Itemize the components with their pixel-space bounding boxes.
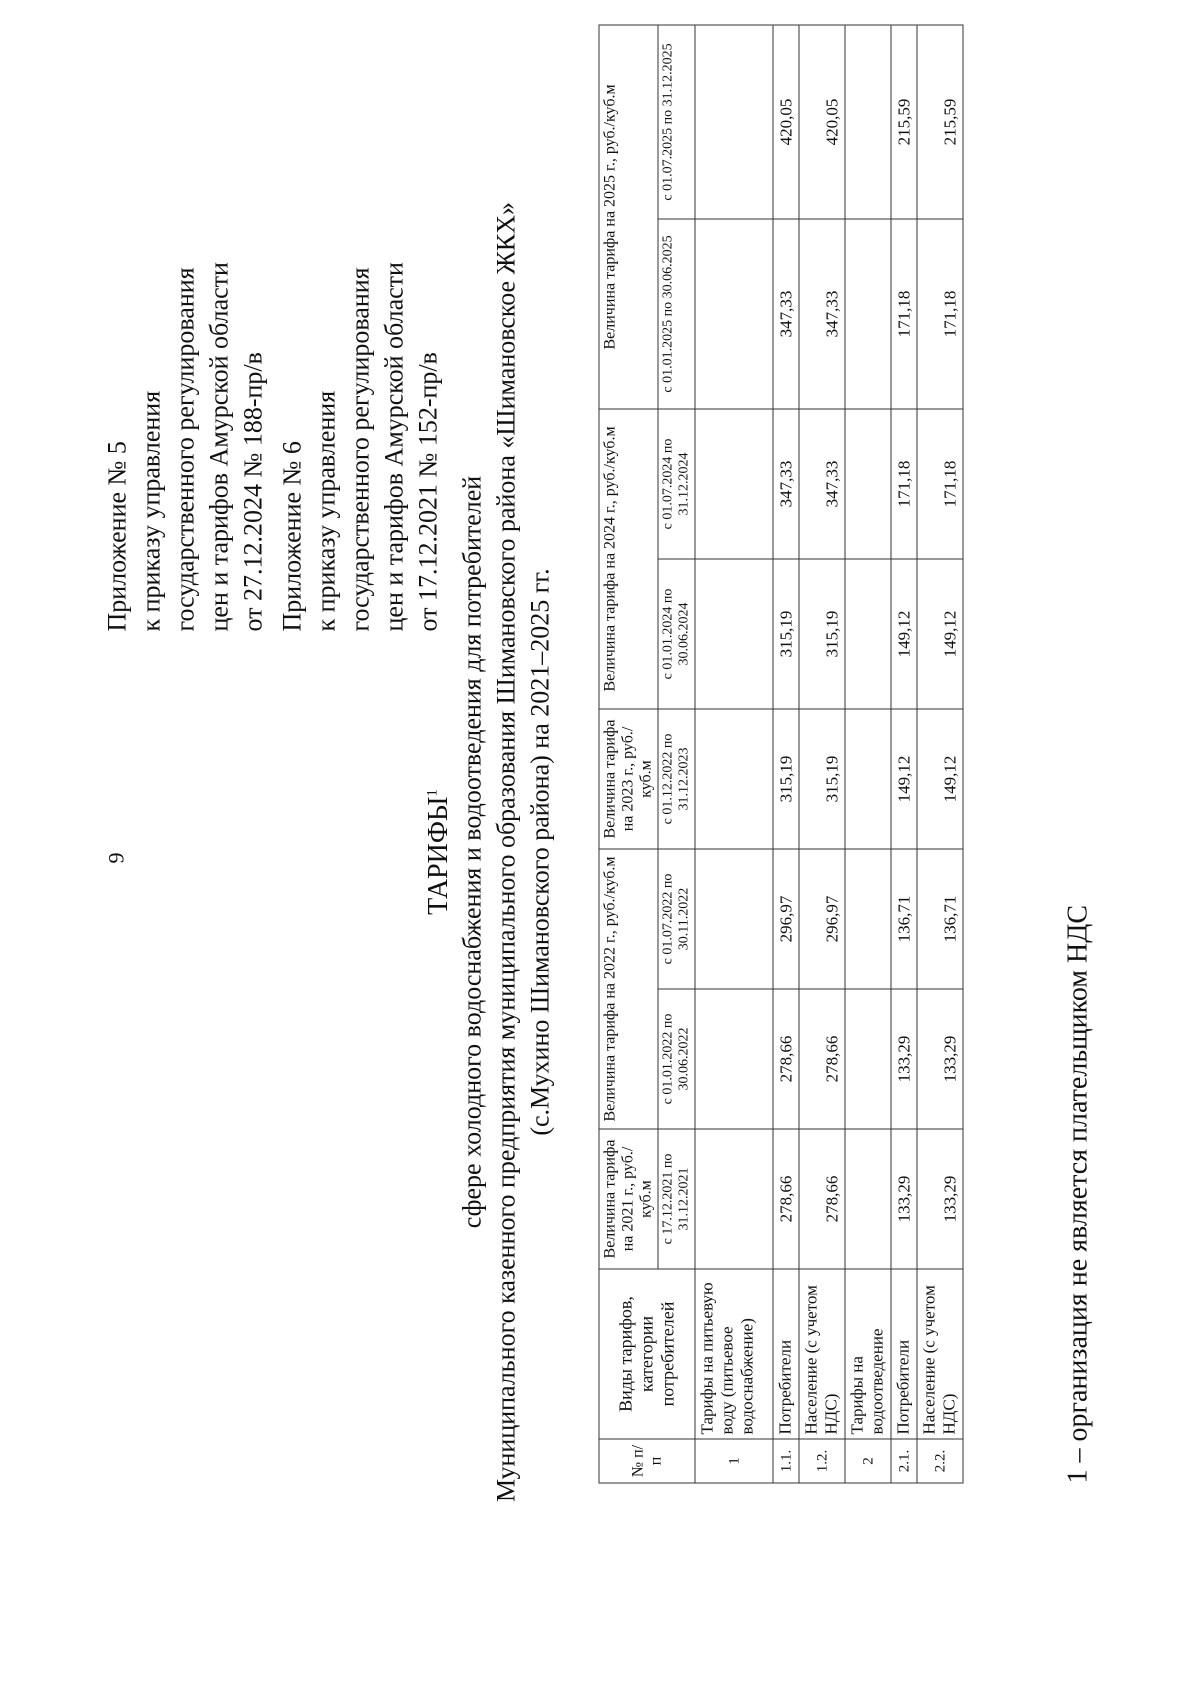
row-value xyxy=(695,218,773,408)
row-value: 420,05 xyxy=(799,24,845,218)
annex-5-line: цен и тарифов Амурской области xyxy=(204,261,233,631)
period-header: с 01.07.2024 по 31.12.2024 xyxy=(658,408,695,558)
table-row xyxy=(845,24,891,1482)
row-value: 149,12 xyxy=(917,558,963,708)
row-num: 1.2. xyxy=(799,1439,845,1483)
header-kind: Виды тарифов, категории потребителей xyxy=(599,1269,695,1439)
annex-5-line: к приказу управления xyxy=(136,390,165,631)
annex-5-block xyxy=(100,262,270,631)
row-value: 278,66 xyxy=(773,989,799,1129)
row-value xyxy=(845,708,891,848)
row-value: 315,19 xyxy=(773,558,799,708)
header-2021: Величина тарифа на 2021 г., руб./куб.м xyxy=(599,1129,658,1269)
row-value: 136,71 xyxy=(891,848,917,988)
row-value xyxy=(845,1129,891,1269)
row-num: 1.1. xyxy=(773,1439,799,1483)
annex-6-line: Приложение № 6 xyxy=(277,440,306,631)
period-header: с 01.07.2022 по 30.11.2022 xyxy=(658,848,695,988)
row-name: Тарифы на питьевую воду (питьевое водоснабжение) xyxy=(695,1269,773,1439)
row-value xyxy=(695,989,773,1129)
row-value: 278,66 xyxy=(799,1129,845,1269)
row-value xyxy=(695,24,773,218)
row-value: 171,18 xyxy=(917,408,963,558)
document-title xyxy=(415,0,455,1703)
row-value: 347,33 xyxy=(799,218,845,408)
period-header: с 01.01.2025 по 30.06.2025 xyxy=(658,218,695,408)
annex-5-line: от 27.12.2024 № 188-пр/в xyxy=(238,351,267,631)
table-header-row xyxy=(599,24,658,1482)
title-footnote-mark: 1 xyxy=(424,788,440,797)
row-value xyxy=(845,558,891,708)
row-num: 2.1. xyxy=(891,1439,917,1483)
row-value xyxy=(845,989,891,1129)
header-2022: Величина тарифа на 2022 г., руб./куб.м xyxy=(599,848,658,1128)
page-number: 9 xyxy=(103,852,128,863)
row-value: 215,59 xyxy=(891,24,917,218)
row-value: 315,19 xyxy=(773,708,799,848)
table-row xyxy=(773,24,799,1482)
row-value: 420,05 xyxy=(773,24,799,218)
row-value: 278,66 xyxy=(799,989,845,1129)
row-value xyxy=(845,408,891,558)
annex-6-line: к приказу управления xyxy=(311,390,340,631)
table-period-row xyxy=(658,24,695,1482)
row-value: 136,71 xyxy=(917,848,963,988)
row-value: 296,97 xyxy=(773,848,799,988)
row-num: 1 xyxy=(695,1439,773,1483)
row-value: 133,29 xyxy=(891,989,917,1129)
table-row xyxy=(695,24,773,1482)
row-name: Тарифы на водоотведение xyxy=(845,1269,891,1439)
annex-6-line: государственного регулирования xyxy=(345,266,374,631)
row-value: 315,19 xyxy=(799,708,845,848)
row-value: 347,33 xyxy=(773,218,799,408)
row-value: 171,18 xyxy=(891,408,917,558)
period-header: с 01.12.2022 по 31.12.2023 xyxy=(658,708,695,848)
annex-6-line: цен и тарифов Амурской области xyxy=(379,261,408,631)
row-value: 171,18 xyxy=(917,218,963,408)
title-text: ТАРИФЫ xyxy=(422,796,454,915)
header-2023: Величина тарифа на 2023 г., руб./куб.м xyxy=(599,708,658,848)
row-name: Население (с учетом НДС) xyxy=(917,1269,963,1439)
tariff-table xyxy=(598,24,963,1483)
document-heading xyxy=(415,0,557,1703)
row-value: 149,12 xyxy=(891,558,917,708)
header-2025: Величина тарифа на 2025 г., руб./куб.м xyxy=(599,24,658,408)
row-value: 149,12 xyxy=(891,708,917,848)
period-header: с 01.01.2022 по 30.06.2022 xyxy=(658,989,695,1129)
footnote: 1 – организация не является плательщиком НДС xyxy=(1062,904,1093,1483)
row-value: 347,33 xyxy=(799,408,845,558)
row-value: 296,97 xyxy=(799,848,845,988)
table-row xyxy=(891,24,917,1482)
heading-line: (с.Мухино Шимановского района) на 2021–2025 гг. xyxy=(525,567,555,1136)
heading-line: Муниципального казенного предприятия муниципального образования Шимановского района «Шимановское ЖКХ» xyxy=(491,201,521,1502)
table-row xyxy=(799,24,845,1482)
row-value xyxy=(845,848,891,988)
row-name: Население (с учетом НДС) xyxy=(799,1269,845,1439)
row-value xyxy=(695,708,773,848)
row-value: 171,18 xyxy=(891,218,917,408)
row-value: 347,33 xyxy=(773,408,799,558)
annex-5-line: Приложение № 5 xyxy=(102,440,131,631)
row-value xyxy=(695,408,773,558)
row-value: 278,66 xyxy=(773,1129,799,1269)
table-row xyxy=(917,24,963,1482)
period-header: с 17.12.2021 по 31.12.2021 xyxy=(658,1129,695,1269)
heading-line: сфере холодного водоснабжения и водоотведения для потребителей xyxy=(457,475,487,1228)
row-name: Потребители xyxy=(891,1269,917,1439)
period-header: с 01.01.2024 по 30.06.2024 xyxy=(658,558,695,708)
row-num: 2.2. xyxy=(917,1439,963,1483)
row-value xyxy=(845,24,891,218)
row-value xyxy=(695,1129,773,1269)
row-value: 133,29 xyxy=(891,1129,917,1269)
row-value: 315,19 xyxy=(799,558,845,708)
row-value xyxy=(695,558,773,708)
annex-5-line: государственного регулирования xyxy=(170,266,199,631)
row-value: 149,12 xyxy=(917,708,963,848)
row-value xyxy=(695,848,773,988)
row-name: Потребители xyxy=(773,1269,799,1439)
row-value xyxy=(845,218,891,408)
row-value: 133,29 xyxy=(917,1129,963,1269)
header-2024: Величина тарифа на 2024 г., руб./куб.м xyxy=(599,408,658,708)
header-num: № п/п xyxy=(599,1439,695,1483)
annex-6-line: от 17.12.2021 № 152-пр/в xyxy=(413,351,442,631)
row-num: 2 xyxy=(845,1439,891,1483)
period-header: с 01.07.2025 по 31.12.2025 xyxy=(658,24,695,218)
row-value: 215,59 xyxy=(917,24,963,218)
row-value: 133,29 xyxy=(917,989,963,1129)
